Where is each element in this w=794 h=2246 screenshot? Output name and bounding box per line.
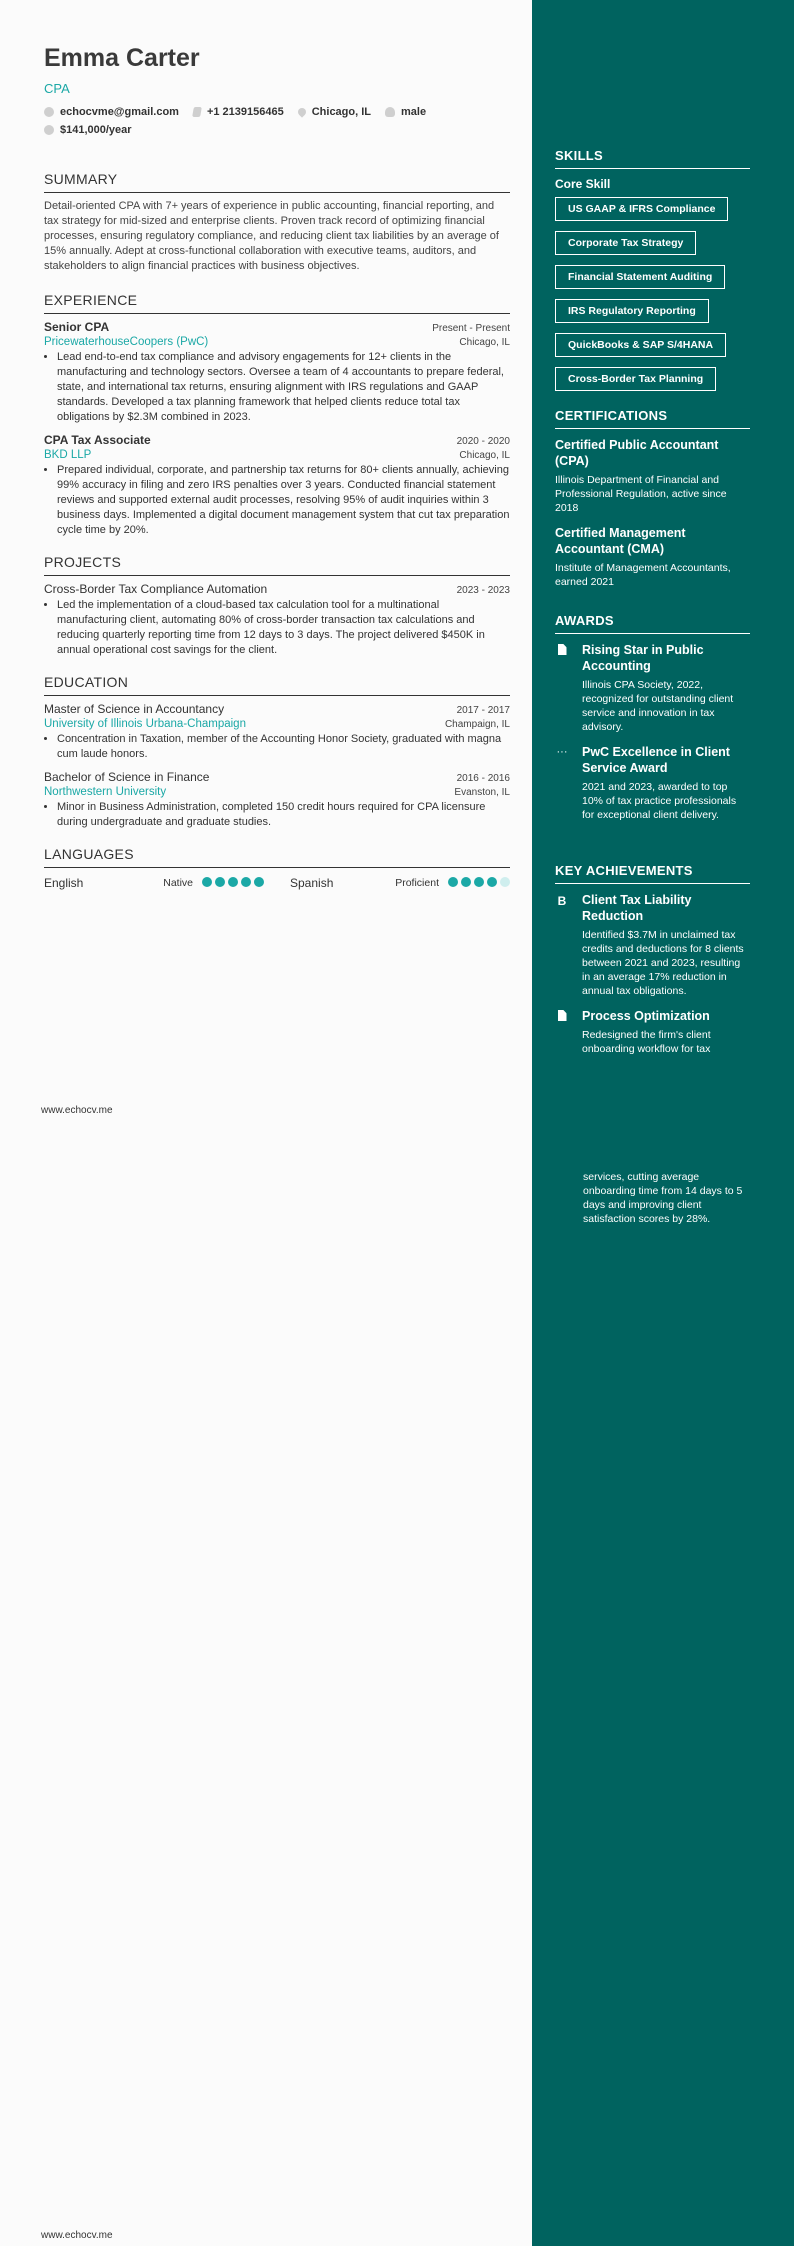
letter-b-icon: B bbox=[557, 894, 567, 908]
info-icon bbox=[44, 125, 54, 135]
skill-tag: US GAAP & IFRS Compliance bbox=[555, 197, 728, 221]
gender-text: male bbox=[401, 106, 427, 118]
projects-title: PROJECTS bbox=[44, 554, 510, 576]
experience-entry bbox=[44, 433, 510, 538]
award-item bbox=[555, 642, 750, 734]
location-pin-icon bbox=[296, 106, 307, 117]
education-entry bbox=[44, 770, 510, 830]
rating-dot bbox=[254, 877, 264, 887]
job-dates: Present - Present bbox=[432, 323, 510, 334]
footer-link[interactable]: www.echocv.me bbox=[41, 1105, 113, 1116]
skills-title: SKILLS bbox=[555, 148, 750, 169]
education-title: EDUCATION bbox=[44, 674, 510, 696]
achievements-section bbox=[555, 863, 750, 1066]
salary-text: $141,000/year bbox=[60, 124, 132, 136]
languages-title: LANGUAGES bbox=[44, 846, 510, 868]
salary-contact bbox=[44, 124, 132, 136]
footer-link[interactable]: www.echocv.me bbox=[41, 2230, 113, 2241]
job-title: CPA Tax Associate bbox=[44, 433, 151, 447]
award-item bbox=[555, 744, 750, 822]
achievement-detail-continued bbox=[583, 1166, 751, 1226]
certification-title: Certified Management Accountant (CMA) bbox=[555, 526, 686, 556]
main-column bbox=[44, 40, 510, 892]
rating-dot bbox=[474, 877, 484, 887]
experience-entry bbox=[44, 320, 510, 425]
languages-section bbox=[44, 846, 510, 892]
skill-tag: Financial Statement Auditing bbox=[555, 265, 725, 289]
project-dates: 2023 - 2023 bbox=[456, 585, 510, 596]
summary-title: SUMMARY bbox=[44, 171, 510, 193]
achievement-detail: services, cutting average onboarding time from 14 days to 5 days and improving client satisfaction scores by 28%. bbox=[583, 1171, 743, 1225]
email-text: echocvme@gmail.com bbox=[60, 106, 179, 118]
contact-info bbox=[44, 103, 510, 139]
certification-detail: Illinois Department of Financial and Professional Regulation, active since 2018 bbox=[555, 474, 727, 514]
certifications-title: CERTIFICATIONS bbox=[555, 408, 750, 429]
education-section bbox=[44, 674, 510, 830]
rating-dot bbox=[228, 877, 238, 887]
skill-tag: Corporate Tax Strategy bbox=[555, 231, 696, 255]
email-contact bbox=[44, 106, 179, 118]
ellipsis-icon: ··· bbox=[556, 746, 568, 758]
school-name: Northwestern University bbox=[44, 786, 167, 798]
rating-dot bbox=[487, 877, 497, 887]
language-rating bbox=[445, 874, 510, 892]
location-contact bbox=[298, 106, 371, 118]
skills-subtitle: Core Skill bbox=[555, 177, 611, 191]
achievement-detail: Redesigned the firm's client onboarding workflow for tax bbox=[582, 1029, 711, 1055]
summary-text: Detail-oriented CPA with 7+ years of experience in public accounting, financial reporting, and tax strategy for mid-sized and enterprise clients. Proven track record of optimizing financial processes, ensuring regulatory compliance, and reducing client tax liabilities by an average of 15% annually. Adept at cross-functional collaboration with executive teams, auditors, and stakeholders to align financial practices with business objectives. bbox=[44, 200, 499, 272]
achievements-title: KEY ACHIEVEMENTS bbox=[555, 863, 750, 884]
projects-section bbox=[44, 554, 510, 658]
achievement-item bbox=[555, 892, 750, 998]
award-title: PwC Excellence in Client Service Award bbox=[582, 745, 730, 775]
experience-section bbox=[44, 292, 510, 538]
certification-detail: Institute of Management Accountants, earned 2021 bbox=[555, 562, 731, 588]
skill-tag: QuickBooks & SAP S/4HANA bbox=[555, 333, 726, 357]
experience-title: EXPERIENCE bbox=[44, 292, 510, 314]
award-detail: Illinois CPA Society, 2022, recognized for outstanding client service and innovation in tax advisory. bbox=[582, 679, 734, 733]
job-location: Chicago, IL bbox=[459, 337, 510, 348]
school-name: University of Illinois Urbana-Champaign bbox=[44, 718, 246, 730]
summary-section bbox=[44, 171, 510, 274]
candidate-role: CPA bbox=[44, 81, 70, 96]
candidate-name: Emma Carter bbox=[44, 44, 200, 72]
awards-section bbox=[555, 613, 750, 832]
rating-dot bbox=[500, 877, 510, 887]
job-bullet: • Lead end-to-end tax compliance and advisory engagements for 12+ clients in the manufacturing and technology sectors. Oversee a team of 4 accountants to prepare federal, state, and international tax returns, ensuring alignment with IRS regulations and GAAP standards. Developed a tax planning framework that helped clients reduce total tax obligations by $2.3M combined in 2023. bbox=[57, 350, 510, 425]
document-icon bbox=[558, 1010, 567, 1021]
achievement-item bbox=[555, 1008, 750, 1056]
degree-title: Bachelor of Science in Finance bbox=[44, 770, 210, 784]
person-icon bbox=[385, 107, 395, 117]
rating-dot bbox=[461, 877, 471, 887]
email-icon bbox=[44, 107, 54, 117]
phone-contact bbox=[193, 106, 284, 118]
location-text: Chicago, IL bbox=[311, 106, 371, 118]
achievement-title: Client Tax Liability Reduction bbox=[582, 893, 692, 923]
language-item bbox=[44, 874, 264, 892]
certifications-section bbox=[555, 408, 750, 599]
job-company: BKD LLP bbox=[44, 449, 92, 461]
achievement-title: Process Optimization bbox=[582, 1009, 710, 1023]
language-level: Proficient bbox=[395, 877, 439, 889]
project-entry bbox=[44, 582, 510, 658]
job-bullet: • Prepared individual, corporate, and partnership tax returns for 80+ clients annually, achieving 99% accuracy in filing and zero IRS penalties over 3 years. Conducted financial statement reviews and supported external audit processes, resolving 95% of audit inquiries within 3 business days. Implemented a digital document management system that cut tax preparation cycle time by 20%. bbox=[57, 463, 510, 538]
degree-dates: 2016 - 2016 bbox=[456, 773, 510, 784]
phone-icon bbox=[192, 107, 202, 117]
skill-tag: IRS Regulatory Reporting bbox=[555, 299, 709, 323]
job-company: PricewaterhouseCoopers (PwC) bbox=[44, 336, 209, 348]
education-bullet: • Minor in Business Administration, completed 150 credit hours required for CPA licensure during undergraduate and graduate studies. bbox=[57, 800, 510, 830]
education-bullet: • Concentration in Taxation, member of the Accounting Honor Society, graduated with magna cum laude honors. bbox=[57, 732, 510, 762]
document-icon bbox=[558, 644, 567, 655]
skills-section bbox=[555, 148, 750, 401]
gender-contact bbox=[385, 106, 426, 118]
language-rating bbox=[199, 874, 264, 892]
degree-title: Master of Science in Accountancy bbox=[44, 702, 225, 716]
award-title: Rising Star in Public Accounting bbox=[582, 643, 704, 673]
job-title: Senior CPA bbox=[44, 320, 110, 334]
rating-dot bbox=[202, 877, 212, 887]
rating-dot bbox=[215, 877, 225, 887]
education-entry bbox=[44, 702, 510, 762]
school-location: Evanston, IL bbox=[454, 787, 510, 798]
school-location: Champaign, IL bbox=[444, 719, 510, 730]
skill-tag: Cross-Border Tax Planning bbox=[555, 367, 716, 391]
rating-dot bbox=[448, 877, 458, 887]
language-name: Spanish bbox=[290, 876, 334, 890]
job-dates: 2020 - 2020 bbox=[456, 436, 510, 447]
project-bullet: • Led the implementation of a cloud-based tax calculation tool for a multinational manufacturing client, automating 80% of cross-border transaction tax calculations and reducing quarterly reporting time from 12 days to 3 days. The project delivered $450K in annual operational cost savings for the client. bbox=[57, 598, 510, 658]
language-name: English bbox=[44, 876, 84, 890]
language-level: Native bbox=[163, 877, 193, 889]
rating-dot bbox=[241, 877, 251, 887]
language-item bbox=[290, 874, 510, 892]
degree-dates: 2017 - 2017 bbox=[456, 705, 510, 716]
awards-title: AWARDS bbox=[555, 613, 750, 634]
achievement-detail: Identified $3.7M in unclaimed tax credits and deductions for 8 clients between 2021 and 2023, resulting in an average 17% reduction in annual tax obligations. bbox=[582, 929, 744, 997]
project-title: Cross-Border Tax Compliance Automation bbox=[44, 582, 268, 596]
job-location: Chicago, IL bbox=[459, 450, 510, 461]
award-detail: 2021 and 2023, awarded to top 10% of tax practice professionals for exceptional client delivery. bbox=[582, 781, 737, 821]
phone-text: +1 2139156465 bbox=[206, 106, 284, 118]
certification-title: Certified Public Accountant (CPA) bbox=[555, 438, 719, 468]
